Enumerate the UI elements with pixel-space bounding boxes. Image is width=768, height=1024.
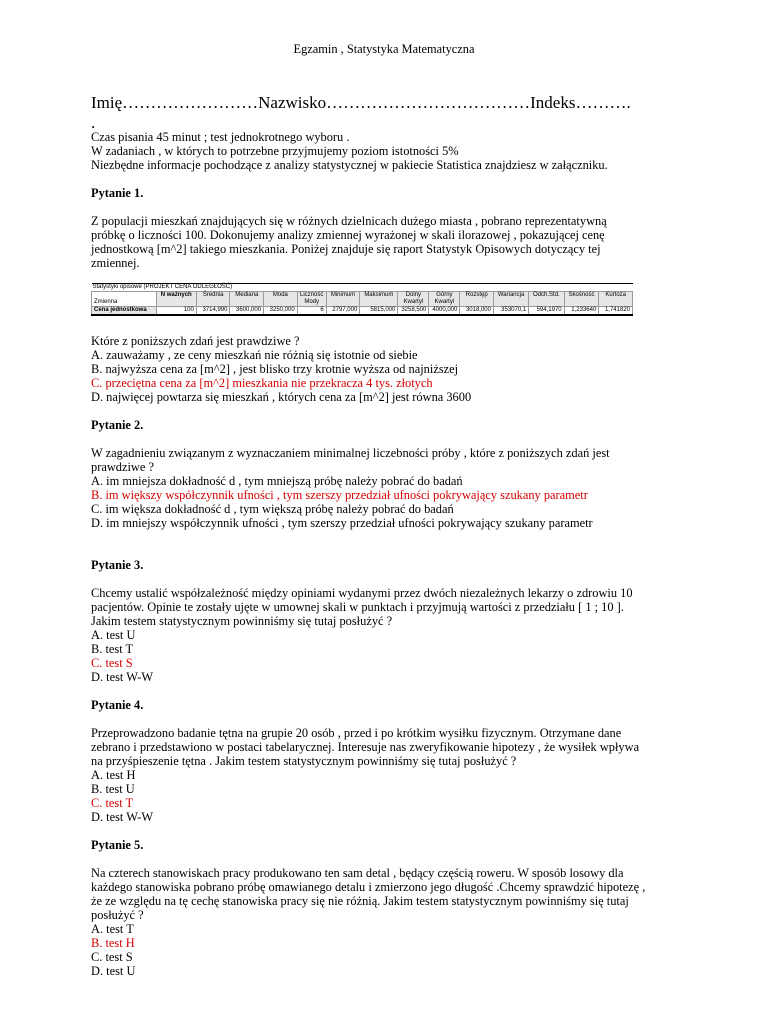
answer-option-correct: B. test H bbox=[91, 936, 135, 950]
answer-option: B. test T bbox=[91, 642, 134, 656]
exam-title: Egzamin , Statystyka Matematyczna bbox=[293, 42, 475, 56]
table-cell: 3600,000 bbox=[230, 307, 264, 316]
table-cell: 1,233640 bbox=[564, 307, 599, 316]
answer-option: A. test H bbox=[91, 768, 136, 782]
table-header: Dolny Kwartyl bbox=[398, 292, 429, 307]
question-text-line: jednostkową [m^2] takiego mieszkania. Poniżej znajduje się raport Statystyk Opisowych dotyczący tej bbox=[91, 242, 601, 256]
question-text-line: Z populacji mieszkań znajdujących się w różnych dzielnicach dużego miasta , pobrano reprezentatywną bbox=[91, 214, 607, 228]
question-4-heading: Pytanie 4. bbox=[91, 698, 144, 712]
answer-option-correct: C. test S bbox=[91, 656, 133, 670]
name-line bbox=[91, 93, 691, 133]
question-text-line: na przyśpieszenie tętna . Jakim testem statystycznym powinniśmy się tutaj posłużyć ? bbox=[91, 754, 517, 768]
question-5-body bbox=[91, 866, 676, 978]
table-cell: 3714,990 bbox=[196, 307, 230, 316]
answer-option: C. im większa dokładność d , tym większą próbę należy pobrać do badań bbox=[91, 502, 454, 516]
question-3-heading: Pytanie 3. bbox=[91, 558, 144, 572]
answer-option: D. najwięcej powtarza się mieszkań , których cena za [m^2] jest równa 3600 bbox=[91, 390, 472, 404]
question-text-line: Na czterech stanowiskach pracy produkowano ten sam detal , będący częścią roweru. W sposób losowy dla bbox=[91, 866, 624, 880]
question-text-line: prawdziwe ? bbox=[91, 460, 154, 474]
answer-option-correct: C. przeciętna cena za [m^2] mieszkania nie przekracza 4 tys. złotych bbox=[91, 376, 433, 390]
table-cell: 100 bbox=[156, 307, 196, 316]
table-cell: 4000,000 bbox=[429, 307, 460, 316]
table-cell: 3258,500 bbox=[398, 307, 429, 316]
table-header: Kurtoza bbox=[599, 292, 633, 307]
question-text-line: że ze względu na tę cechę stanowiska pracy się nie różnią. Jakim testem statystycznym powinniśmy się tutaj bbox=[91, 894, 629, 908]
answer-option: D. test W-W bbox=[91, 810, 154, 824]
statistics-table bbox=[91, 283, 633, 320]
question-text-line: Chcemy ustalić współzależność między opiniami wydanymi przez dwóch niezależnych lekarzy o zdrowiu 10 bbox=[91, 586, 633, 600]
intro-line: Czas pisania 45 minut ; test jednokrotnego wyboru . bbox=[91, 130, 350, 144]
table-header: Wariancja bbox=[493, 292, 528, 307]
intro-line: Niezbędne informacje pochodzące z analizy statystycznej w pakiecie Statistica znajdziesz w załączniku. bbox=[91, 158, 608, 172]
question-text-line: W zagadnieniu związanym z wyznaczaniem minimalnej liczebności próby , które z poniższych zdań jest bbox=[91, 446, 610, 460]
answer-option: D. test W-W bbox=[91, 670, 154, 684]
answer-option-correct: C. test T bbox=[91, 796, 134, 810]
table-cell: 3250,000 bbox=[264, 307, 298, 316]
question-2-heading: Pytanie 2. bbox=[91, 418, 144, 432]
table-header: Średnia bbox=[196, 292, 230, 307]
question-text-line: pacjentów. Opinie te zostały ujęte w umownej skali w punktach i przyjmują wartości z przedziału [ 1 ; 10 ]. bbox=[91, 600, 624, 614]
table-header: Mediana bbox=[230, 292, 264, 307]
answer-option: A. test T bbox=[91, 922, 134, 936]
question-text-line: każdego stanowiska pobrano próbę omawianego detalu i zmierzono jego długość .Chcemy sprawdzić hipotezę , bbox=[91, 880, 646, 894]
table-cell: 1,741820 bbox=[599, 307, 633, 316]
table-cell: 5815,000 bbox=[360, 307, 398, 316]
name-fields-continuation: . bbox=[91, 113, 96, 132]
answer-option: B. najwyższa cena za [m^2] , jest blisko trzy krotnie wyższa od najniższej bbox=[91, 362, 459, 376]
question-5-heading: Pytanie 5. bbox=[91, 838, 144, 852]
table-header: Minimum bbox=[326, 292, 360, 307]
answer-option: D. im mniejszy współczynnik ufności , tym szerszy przedział ufności pokrywający szukany parametr bbox=[91, 516, 593, 530]
table-header: Skośność bbox=[564, 292, 599, 307]
table-header: Maksimum bbox=[360, 292, 398, 307]
table-header: Liczność Mody bbox=[297, 292, 326, 307]
question-text-line: zmiennej. bbox=[91, 256, 140, 270]
table-header: Odch.Std. bbox=[529, 292, 564, 307]
table-header: Moda bbox=[264, 292, 298, 307]
table-header: N ważnych bbox=[156, 292, 196, 307]
table-row-label: Cena jednostkowa bbox=[92, 307, 157, 316]
table-cell: 353070,1 bbox=[493, 307, 528, 316]
table-cell: 6 bbox=[297, 307, 326, 316]
name-fields: Imię……………………Nazwisko………………………………Indeks………. bbox=[91, 93, 631, 112]
table-header: Rozstęp bbox=[460, 292, 494, 307]
question-2-body bbox=[91, 446, 676, 530]
table-header: Górny Kwartyl bbox=[429, 292, 460, 307]
question-1-text bbox=[91, 214, 676, 270]
answer-option: A. test U bbox=[91, 628, 136, 642]
question-text-line: Jakim testem statystycznym powinniśmy się tutaj posłużyć ? bbox=[91, 614, 393, 628]
question-1-answers bbox=[91, 334, 676, 404]
question-3-body bbox=[91, 586, 676, 684]
question-text-line: zebrano i przedstawiono w postaci tabelarycznej. Interesuje nas zweryfikowanie hipotezy , że wysiłek wpływa bbox=[91, 740, 640, 754]
answer-option: D. test U bbox=[91, 964, 136, 978]
table-cell: 594,1970 bbox=[529, 307, 564, 316]
question-1-heading: Pytanie 1. bbox=[91, 186, 144, 200]
table-cell: 3018,000 bbox=[460, 307, 494, 316]
answer-option: B. test U bbox=[91, 782, 135, 796]
question-4-body bbox=[91, 726, 676, 824]
table-header-variable: Zmienna bbox=[92, 292, 157, 307]
answer-option: C. test S bbox=[91, 950, 133, 964]
intro-line: W zadaniach , w których to potrzebne przyjmujemy poziom istotności 5% bbox=[91, 144, 459, 158]
answer-option-correct: B. im większy współczynnik ufności , tym szerszy przedział ufności pokrywający szukany parametr bbox=[91, 488, 588, 502]
table-caption: Statystyki opisowe (PROJEKT CENA ODLEGŁOŚĆ) bbox=[92, 284, 633, 292]
answer-option: A. zauważamy , ze ceny mieszkań nie różnią się istotnie od siebie bbox=[91, 348, 418, 362]
question-text-line: próbkę o liczności 100. Dokonujemy analizy zmiennej wyrażonej w skali ilorazowej , pokazującej cenę bbox=[91, 228, 605, 242]
question-text-line: posłużyć ? bbox=[91, 908, 144, 922]
table-cell: 2797,000 bbox=[326, 307, 360, 316]
question-text-line: Przeprowadzono badanie tętna na grupie 20 osób , przed i po krótkim wysiłku fizycznym. Otrzymane dane bbox=[91, 726, 622, 740]
question-prompt: Które z poniższych zdań jest prawdziwe ? bbox=[91, 334, 300, 348]
answer-option: A. im mniejsza dokładność d , tym mniejszą próbę należy pobrać do badań bbox=[91, 474, 463, 488]
intro bbox=[91, 130, 676, 172]
